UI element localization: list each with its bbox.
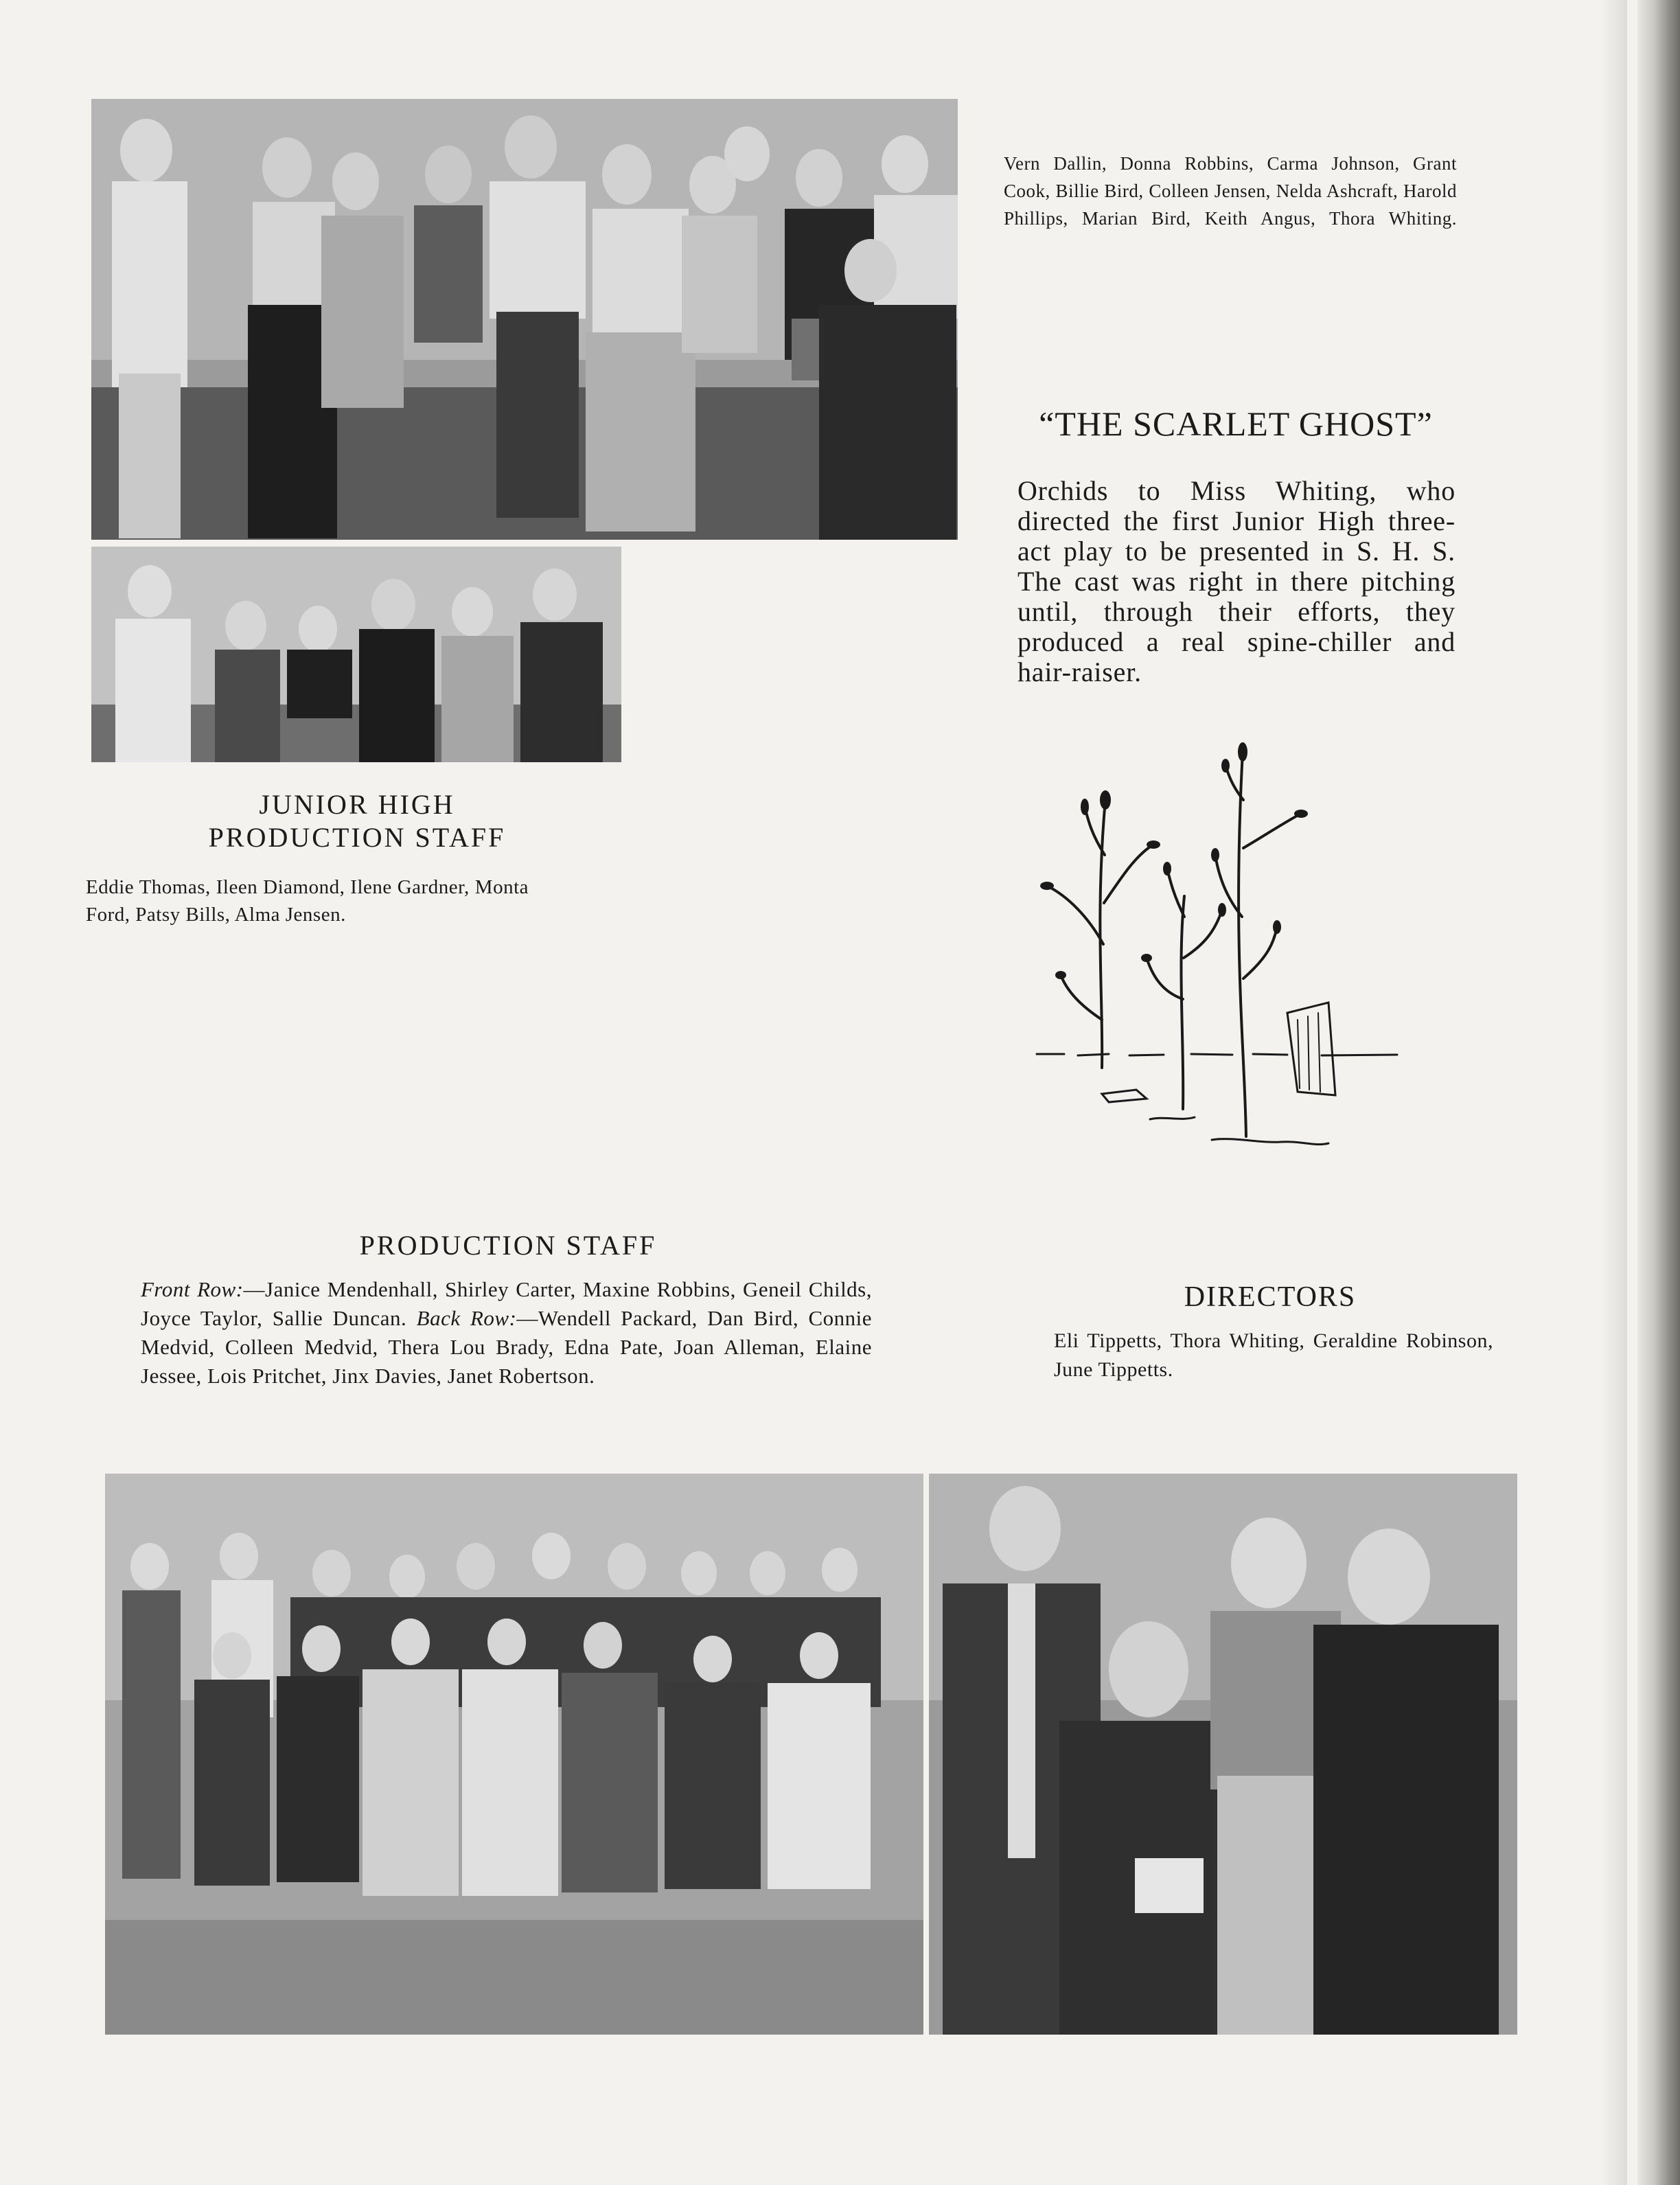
directors-heading: DIRECTORS <box>1184 1281 1357 1313</box>
page-edge-shadow <box>1637 0 1680 2185</box>
junior-high-staff-names: Eddie Thomas, Ileen Diamond, Ilene Gardner, Monta Ford, Patsy Bills, Alma Jensen. <box>86 876 529 926</box>
page-gutter-shading <box>1600 0 1627 2185</box>
production-staff-names <box>141 1275 872 1391</box>
directors-photo <box>929 1474 1517 2035</box>
production-staff-heading: PRODUCTION STAFF <box>359 1230 657 1261</box>
junior-high-cast-photo <box>91 99 958 540</box>
tree-sketch-illustration <box>1026 738 1411 1178</box>
junior-high-staff-heading-line1: JUNIOR HIGH <box>259 789 455 820</box>
play-title: “THE SCARLET GHOST” <box>1039 404 1433 443</box>
junior-high-staff-heading-line2: PRODUCTION STAFF <box>208 822 506 853</box>
cast-names-caption: Vern Dallin, Donna Robbins, Carma Johnson, Grant Cook, Billie Bird, Colleen Jensen, Nelda Ashcraft, Harold Phillips, Marian Bird, Keith Angus, Thora Whiting. <box>1004 153 1457 229</box>
back-row-label: Back Row: <box>416 1306 517 1330</box>
production-staff-photo <box>105 1474 923 2035</box>
junior-high-production-staff-photo <box>91 547 621 762</box>
directors-names: Eli Tippetts, Thora Whiting, Geraldine Robinson, June Tippetts. <box>1054 1329 1493 1381</box>
back-row-names: —Wendell Packard, Dan Bird, Connie Medvid, Colleen Medvid, Thera Lou Brady, Edna Pate, Joan Alleman, Elaine Jessee, Lois Pritchet, Jinx Davies, Janet Robertson. <box>141 1306 873 1388</box>
front-row-label: Front Row: <box>141 1277 244 1301</box>
play-description: Orchids to Miss Whiting, who directed the first Junior High three-act play to be presented in S. H. S. The cast was right in there pitching until, through their efforts, they produced a real spine-chiller and hair-raiser. <box>1017 475 1455 687</box>
front-row-names: —Janice Mendenhall, Shirley Carter, Maxine Robbins, Geneil Childs, Joyce Taylor, Sallie Duncan. <box>141 1277 872 1330</box>
